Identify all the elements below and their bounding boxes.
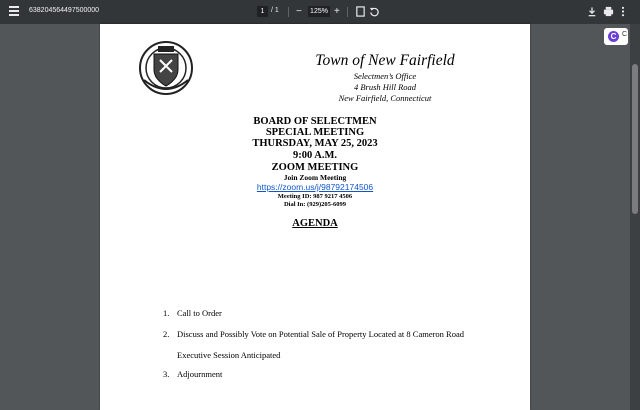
meeting-date: THURSDAY, MAY 25, 2023 xyxy=(252,138,378,149)
address-line-1: 4 Brush Hill Road xyxy=(353,82,417,92)
meeting-time: 9:00 A.M. xyxy=(292,150,338,161)
zoom-out-button[interactable]: − xyxy=(296,6,302,17)
address-line-2: New Fairfield, Connecticut xyxy=(338,93,432,103)
zoom-link[interactable]: https://zoom.us/j/98792174506 xyxy=(256,182,374,192)
zoom-link-row xyxy=(100,182,530,192)
agenda-item: Call to Order xyxy=(177,308,222,318)
agenda-item-number: 2. xyxy=(163,329,170,339)
fit-page-icon[interactable] xyxy=(355,6,366,17)
more-options-icon[interactable] xyxy=(620,6,626,17)
agenda-item: Discuss and Possibly Vote on Potential Sale of Property Located at 8 Cameron Road xyxy=(177,329,464,339)
zoom-in-button[interactable]: + xyxy=(334,6,340,17)
board-heading: BOARD OF SELECTMEN xyxy=(253,116,377,127)
print-icon[interactable] xyxy=(603,6,614,17)
page-total: / 1 xyxy=(271,7,279,14)
agenda-item-number: 1. xyxy=(163,308,170,318)
zoom-heading: ZOOM MEETING xyxy=(271,162,359,173)
zoom-level-input[interactable]: 125% xyxy=(308,6,330,17)
file-title: 638204564497500000 xyxy=(29,7,100,14)
join-label: Join Zoom Meeting xyxy=(283,173,347,182)
vertical-scrollbar[interactable] xyxy=(630,24,640,410)
extension-button[interactable] xyxy=(604,28,628,45)
scrollbar-thumb[interactable] xyxy=(632,64,638,214)
toolbar-divider xyxy=(347,7,348,17)
meeting-type: SPECIAL MEETING xyxy=(265,127,365,138)
pdf-toolbar xyxy=(0,0,640,24)
agenda-heading: AGENDA xyxy=(292,218,338,229)
agenda-item: Adjournment xyxy=(177,369,223,379)
extension-icon: C xyxy=(608,31,619,42)
office-name: Selectmen’s Office xyxy=(353,71,417,81)
dial-in: Dial In: (929)205-6099 xyxy=(283,201,347,208)
pdf-page xyxy=(100,24,530,410)
extension-label: C xyxy=(622,31,628,38)
meeting-id: Meeting ID: 987 9217 4506 xyxy=(277,193,353,200)
page-number-input[interactable]: 1 xyxy=(257,6,268,17)
town-name: Town of New Fairfield xyxy=(315,52,455,69)
menu-icon[interactable] xyxy=(9,6,19,18)
agenda-item-number: 3. xyxy=(163,369,170,379)
agenda-sub-item: Executive Session Anticipated xyxy=(177,350,281,360)
rotate-icon[interactable] xyxy=(369,6,380,17)
download-icon[interactable] xyxy=(587,6,597,17)
toolbar-divider xyxy=(288,7,289,17)
